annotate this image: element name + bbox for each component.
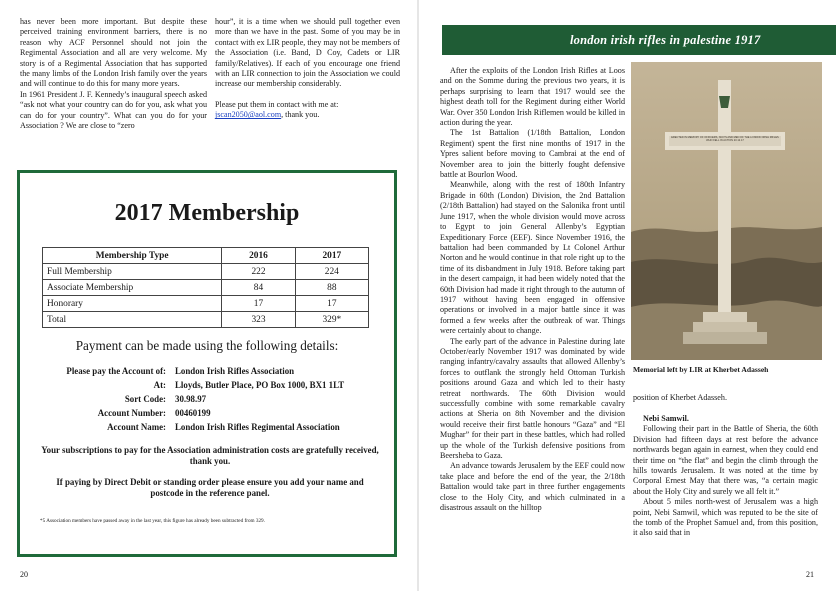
left-column-2	[215, 17, 400, 121]
row-2016: 323	[222, 312, 295, 328]
photo-caption: Memorial left by LIR at Kherbet Adasseh	[633, 365, 769, 374]
header-2017: 2017	[295, 248, 368, 264]
contact-suffix: , thank you.	[281, 110, 320, 120]
contact-line	[215, 100, 400, 121]
memorial-inscription: ERECTED IN MEMORY OF OFFICERS, NCO'S AND MEN OF THE LONDON IRISH RIFLES WHO FELL IN ACTION 23.12.17	[671, 136, 779, 143]
left-column-1	[20, 17, 207, 131]
payment-label: Sort Code:	[124, 394, 166, 404]
payment-label: Account Name:	[107, 422, 166, 432]
left-col1-paragraph-2: In 1961 President J. F. Kennedy’s inaugural speech asked “ask not what your country can do for you, ask what you can do for your country”. What can you do for your Association ? We are close to “zero	[20, 89, 207, 131]
row-label: Associate Membership	[43, 280, 222, 296]
payment-value: London Irish Rifles Regimental Association	[175, 422, 340, 432]
row-2016: 17	[222, 296, 295, 312]
direct-debit-note: If paying by Direct Debit or standing order please ensure you add your name and postcode in the reference panel.	[56, 477, 364, 498]
page-number-left: 20	[20, 570, 28, 579]
membership-table-header	[43, 248, 369, 264]
memorial-photo-image	[631, 62, 822, 360]
table-row	[43, 312, 369, 328]
article-paragraph: Meanwhile, along with the rest of 180th Infantry Brigade in 60th (London) Division, the 2nd Battalion (2/18th Battalion) had stayed on the Salonika front until June 1917, when the whole division would move across to Egypt to join General Allenby’s Egyptian Expeditionary Force (EEF). Since November 1916, the battalion had been commanded by Lt Colonel Arthur Norton and he would continue in that role right up to the time of its disbandment in July 1918. Before taking part in the desert campaign, it had been widely noted that the 60th Division had made it right through to the autumn of 1917 without having been engaged in offensive operations or involved in a major battle since it was formed a few weeks after the outbreak of war. Things were certainly about to change.	[440, 180, 625, 336]
payment-heading: Payment can be made using the following details:	[75, 338, 339, 353]
right-column-2	[633, 414, 818, 539]
membership-box	[17, 170, 397, 557]
article-banner: london irish rifles in palestine 1917	[442, 25, 836, 55]
memorial-photo	[631, 62, 822, 360]
article-paragraph: An advance towards Jerusalem by the EEF could now take place and before the end of the year, the 2/18th Battalion would take part in three further engagements close to the Holy City, and which culminated in a disastrous assault on the hilltop	[440, 461, 625, 513]
left-col2-paragraph: hour”, it is a time when we should pull together even more than we have in the past. Some of you may be in contact with ex LIR people, they may not be members of the Association (i.e. Band, D Coy, Cadets or LIR family/Relatives). If each of you encourage one friend with an LIR connection to join the Association we could increase our membership considerably.	[215, 17, 400, 89]
contact-email-link[interactable]: jscan2050@aol.com	[215, 110, 282, 120]
article-paragraph: About 5 miles north-west of Jerusalem was a high point, Nebi Samwil, which was reputed to be the site of the tomb of the Prophet Samuel and, from this position, it also said that in	[633, 497, 818, 538]
article-paragraph: Following their part in the Battle of Sheria, the 60th Division had fifteen days at rest before the advance northwards began again in earnest, when they could end their time on “the flat” and begin the climb through the hills towards Jerusalem. It was noted at the time by Corporal Ernest May that there was, “a certain magic about the Holy City and surely we all felt it.”	[633, 424, 818, 496]
table-row	[43, 264, 369, 280]
header-2016: 2016	[222, 248, 295, 264]
row-2017: 88	[295, 280, 368, 296]
row-2016: 222	[222, 264, 295, 280]
row-2017: 224	[295, 264, 368, 280]
row-2017: 329*	[295, 312, 368, 328]
row-label: Total	[43, 312, 222, 328]
row-2016: 84	[222, 280, 295, 296]
header-type: Membership Type	[43, 248, 222, 264]
right-column-1	[440, 66, 625, 513]
row-label: Full Membership	[43, 264, 222, 280]
subscriptions-note: Your subscriptions to pay for the Association administration costs are gratefully received, thank you.	[41, 445, 379, 466]
table-row	[43, 280, 369, 296]
row-2017: 17	[295, 296, 368, 312]
payment-value: 00460199	[175, 408, 211, 418]
caption-continuation: position of Kherbet Adasseh.	[633, 393, 727, 402]
left-col1-paragraph-1: has never been more important. But despite these perceived training environment barriers, there is no reason why ACF Personnel should not join the Regimental Association and all are very welcome. My story is of a Regimental Association that has supported the many limbs of the London Irish family over the years and will continue to do this for many more years.	[20, 17, 207, 89]
membership-title: 2017 Membership	[114, 200, 300, 226]
article-paragraph: The 1st Battalion (1/18th Battalion, London Regiment) spent the first nine months of 1917 in the Ypres salient before moving to Cambrai at the end of November area to join the bitterly fought defensive battle at Bourlon Wood.	[440, 128, 625, 180]
payment-label: At:	[153, 380, 166, 390]
row-label: Honorary	[43, 296, 222, 312]
payment-value: 30.98.97	[175, 394, 207, 404]
page-number-right: 21	[806, 570, 814, 579]
section-subheading: Nebi Samwil.	[643, 414, 689, 423]
page-gutter	[417, 0, 419, 591]
membership-footnote: *5 Association members have passed away in the last year, this figure has already been subtracted from 329.	[40, 518, 265, 524]
payment-value: Lloyds, Butler Place, PO Box 1000, BX1 1LT	[175, 380, 345, 390]
contact-prefix: Please put them in contact with me at:	[215, 99, 339, 109]
payment-label: Please pay the Account of:	[66, 366, 166, 376]
article-paragraph: The early part of the advance in Palestine during late October/early November 1917 was dominated by wide ranging infantry/cavalry assaults that allowed Allenby’s forces to outflank the strongly held Ottoman Turkish positions around Gaza and which led to their hasty retreat northwards. The 60th Division would successfully combine with some remarkable cavalry actions at Sheria on 8th November and the division would receive their first battle honours “Gaza” and “El Mughar” for their part in these battles, which had rolled up the whole of the Turkish defensive positions from Beersheba to Gaza.	[440, 336, 625, 461]
payment-label: Account Number:	[97, 408, 166, 418]
membership-table	[42, 247, 369, 328]
payment-value: London Irish Rifles Association	[175, 366, 295, 376]
table-row	[43, 296, 369, 312]
article-paragraph: After the exploits of the London Irish Rifles at Loos and on the Somme during the previous two years, it is perhaps surprising to learn that 1917 would see the highest death toll for the Regiment during either World War. Over 350 London Irish Riflemen would be killed in action during the year.	[440, 66, 625, 128]
